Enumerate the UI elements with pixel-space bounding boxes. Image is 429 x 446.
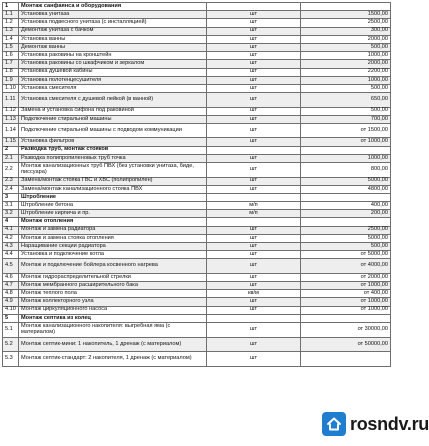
unit-of-measure: шт (207, 337, 301, 352)
table-row (3, 234, 391, 242)
unit-of-measure: шт (207, 282, 301, 290)
unit-of-measure: шт (207, 185, 301, 193)
service-name: Монтаж септик-мини: 1 накопитель, 1 дренаж (с материалом) (19, 337, 207, 352)
table-row (3, 202, 391, 210)
unit-of-measure: шт (207, 234, 301, 242)
price-value: от 50000,00 (301, 337, 391, 352)
price-value: 500,00 (301, 243, 391, 251)
price-value: 300,00 (301, 27, 391, 35)
table-row (3, 123, 391, 138)
table-row (3, 243, 391, 251)
row-number: 4.4 (3, 251, 19, 259)
price-value: 2500,00 (301, 19, 391, 27)
service-name: Установка ванны (19, 35, 207, 43)
service-name: Монтаж и подключение бойлера косвенного нагрева (19, 259, 207, 274)
price-list-body (3, 3, 391, 367)
unit-of-measure: шт (207, 11, 301, 19)
table-row (3, 163, 391, 178)
service-name: Установка подвесного унитаза (с инсталляцией) (19, 19, 207, 27)
row-number: 1.10 (3, 84, 19, 92)
price-value: 1000,00 (301, 154, 391, 162)
price-value: 5000,00 (301, 177, 391, 185)
row-number: 4.8 (3, 290, 19, 298)
unit-of-measure: шт (207, 273, 301, 281)
unit-of-measure: шт (207, 251, 301, 259)
unit-of-measure (207, 146, 301, 154)
unit-of-measure: шт (207, 306, 301, 314)
service-name: Наращивание секции радиатора (19, 243, 207, 251)
row-number: 5.2 (3, 337, 19, 352)
service-name: Установка полотенцесушителя (19, 76, 207, 84)
unit-of-measure: шт (207, 68, 301, 76)
table-row (3, 352, 391, 367)
row-number: 2 (3, 146, 19, 154)
row-number: 4.9 (3, 298, 19, 306)
table-row (3, 177, 391, 185)
table-row (3, 35, 391, 43)
unit-of-measure: кв/м (207, 290, 301, 298)
service-name: Монтаж циркуляционного насоса (19, 306, 207, 314)
price-value: 1000,00 (301, 76, 391, 84)
service-name: Монтаж канализационных труб ПВХ (без установки унитаза, биде, писсуара) (19, 163, 207, 178)
table-row (3, 107, 391, 115)
unit-of-measure (207, 314, 301, 322)
price-value: от 1000,00 (301, 298, 391, 306)
price-value: от 4000,00 (301, 259, 391, 274)
service-name: Установка раковины со шкафчиком и зеркалом (19, 60, 207, 68)
unit-of-measure: шт (207, 84, 301, 92)
unit-of-measure (207, 218, 301, 226)
section-header-row (3, 193, 391, 201)
row-number: 5 (3, 314, 19, 322)
service-name: Штробление бетона (19, 202, 207, 210)
section-header-row (3, 218, 391, 226)
unit-of-measure: м/п (207, 202, 301, 210)
price-value: от 1000,00 (301, 138, 391, 146)
row-number: 1.3 (3, 27, 19, 35)
table-row (3, 27, 391, 35)
table-row (3, 138, 391, 146)
price-value: 800,00 (301, 163, 391, 178)
row-number: 2.2 (3, 163, 19, 178)
service-name: Установка раковины на кронштейн (19, 52, 207, 60)
row-number: 1.13 (3, 115, 19, 123)
service-name: Монтаж коллекторного узла (19, 298, 207, 306)
unit-of-measure: шт (207, 115, 301, 123)
row-number: 3.1 (3, 202, 19, 210)
price-value (301, 193, 391, 201)
service-name: Установка смесителя (19, 84, 207, 92)
price-value: 5000,00 (301, 234, 391, 242)
table-row (3, 84, 391, 92)
service-name: Подключение стиральной машины с подводом коммуникации (19, 123, 207, 138)
price-value: 4800,00 (301, 185, 391, 193)
service-name: Разводка полипропиленовых труб точка (19, 154, 207, 162)
table-row (3, 282, 391, 290)
row-number: 1.1 (3, 11, 19, 19)
table-row (3, 323, 391, 338)
table-row (3, 93, 391, 108)
unit-of-measure: шт (207, 323, 301, 338)
row-number: 2.4 (3, 185, 19, 193)
section-header-row (3, 146, 391, 154)
table-row (3, 226, 391, 234)
unit-of-measure: шт (207, 52, 301, 60)
service-name: Монтаж и замена радиатора (19, 226, 207, 234)
row-number: 5.1 (3, 323, 19, 338)
service-name: Монтаж мембранного расширительного бака (19, 282, 207, 290)
price-list-table (2, 2, 391, 367)
table-row (3, 115, 391, 123)
price-value: от 1000,00 (301, 306, 391, 314)
table-row (3, 68, 391, 76)
service-name: Установка смесителя с душевой лейкой (в ванной) (19, 93, 207, 108)
unit-of-measure (207, 193, 301, 201)
price-value: 1500,00 (301, 11, 391, 19)
row-number: 4.10 (3, 306, 19, 314)
service-name: Демонтаж ванны (19, 43, 207, 51)
price-value: 2500,00 (301, 226, 391, 234)
service-name: Монтаж септика из колец (19, 314, 207, 322)
price-value: 650,00 (301, 93, 391, 108)
price-value: от 400,00 (301, 290, 391, 298)
service-name: Установка фильтров (19, 138, 207, 146)
service-name: Штробление (19, 193, 207, 201)
service-name: Установка душевой кабины (19, 68, 207, 76)
service-name: Монтаж санфаянса и оборудования (19, 3, 207, 11)
row-number: 1.5 (3, 43, 19, 51)
price-value: от 1000,00 (301, 282, 391, 290)
row-number: 1.4 (3, 35, 19, 43)
row-number: 1.12 (3, 107, 19, 115)
unit-of-measure: шт (207, 27, 301, 35)
price-value (301, 352, 391, 367)
table-row (3, 337, 391, 352)
unit-of-measure: шт (207, 177, 301, 185)
price-value: 500,00 (301, 107, 391, 115)
unit-of-measure (207, 3, 301, 11)
service-name: Установка и подключение котла (19, 251, 207, 259)
row-number: 4.3 (3, 243, 19, 251)
house-icon (322, 412, 346, 436)
unit-of-measure: шт (207, 76, 301, 84)
table-row (3, 154, 391, 162)
unit-of-measure: шт (207, 163, 301, 178)
unit-of-measure: шт (207, 154, 301, 162)
row-number: 1.15 (3, 138, 19, 146)
row-number: 4.2 (3, 234, 19, 242)
table-row (3, 210, 391, 218)
section-header-row (3, 314, 391, 322)
service-name: Штробление кирпича и пр. (19, 210, 207, 218)
table-row (3, 306, 391, 314)
service-name: Монтаж канализационного накопителя: выгребная яма (с материалом) (19, 323, 207, 338)
service-name: Монтаж гидрораспределительной стрелки (19, 273, 207, 281)
price-value (301, 3, 391, 11)
table-row (3, 298, 391, 306)
site-watermark (322, 412, 429, 436)
row-number: 4.7 (3, 282, 19, 290)
price-value: 500,00 (301, 84, 391, 92)
row-number: 4.1 (3, 226, 19, 234)
price-value (301, 314, 391, 322)
row-number: 1.14 (3, 123, 19, 138)
row-number: 1 (3, 3, 19, 11)
price-value: 2000,00 (301, 35, 391, 43)
unit-of-measure: шт (207, 19, 301, 27)
price-value (301, 146, 391, 154)
service-name: Замена и установка сифона под раковиной (19, 107, 207, 115)
unit-of-measure: шт (207, 226, 301, 234)
table-row (3, 52, 391, 60)
price-value: от 5000,00 (301, 251, 391, 259)
table-row (3, 273, 391, 281)
price-value: 400,00 (301, 202, 391, 210)
row-number: 2.3 (3, 177, 19, 185)
row-number: 3.2 (3, 210, 19, 218)
row-number: 1.11 (3, 93, 19, 108)
row-number: 1.8 (3, 68, 19, 76)
unit-of-measure: шт (207, 138, 301, 146)
table-row (3, 60, 391, 68)
service-name: Замена/монтаж канализационного стояка ПВХ (19, 185, 207, 193)
unit-of-measure: м/п (207, 210, 301, 218)
table-row (3, 19, 391, 27)
service-name: Разводка труб, монтаж стояков (19, 146, 207, 154)
service-name: Монтаж септик-стандарт: 2 накопителя, 1 дренаж (с материалом) (19, 352, 207, 367)
row-number: 1.9 (3, 76, 19, 84)
service-name: Установка унитаза (19, 11, 207, 19)
unit-of-measure: шт (207, 60, 301, 68)
table-row (3, 76, 391, 84)
service-name: Монтаж отопления (19, 218, 207, 226)
unit-of-measure: шт (207, 43, 301, 51)
unit-of-measure: шт (207, 259, 301, 274)
unit-of-measure: шт (207, 298, 301, 306)
price-value: от 1500,00 (301, 123, 391, 138)
watermark-text: rosndv.ru (350, 413, 429, 434)
price-value: 1000,00 (301, 52, 391, 60)
row-number: 4.6 (3, 273, 19, 281)
price-value: 200,00 (301, 210, 391, 218)
table-row (3, 259, 391, 274)
section-header-row (3, 3, 391, 11)
unit-of-measure: шт (207, 35, 301, 43)
service-name: Монтаж теплого пола (19, 290, 207, 298)
row-number: 1.2 (3, 19, 19, 27)
table-row (3, 290, 391, 298)
service-name: Замена/монтаж стояка ГВС и ХВС (полипропилен) (19, 177, 207, 185)
table-row (3, 43, 391, 51)
row-number: 3 (3, 193, 19, 201)
price-value: от 2000,00 (301, 273, 391, 281)
unit-of-measure: шт (207, 93, 301, 108)
table-row (3, 185, 391, 193)
unit-of-measure: шт (207, 352, 301, 367)
service-name: Демонтаж унитаза с бачком (19, 27, 207, 35)
row-number: 1.7 (3, 60, 19, 68)
row-number: 4.5 (3, 259, 19, 274)
price-value: 500,00 (301, 43, 391, 51)
unit-of-measure: шт (207, 107, 301, 115)
price-value: от 30000,00 (301, 323, 391, 338)
row-number: 2.1 (3, 154, 19, 162)
price-value (301, 218, 391, 226)
row-number: 1.6 (3, 52, 19, 60)
table-row (3, 251, 391, 259)
unit-of-measure: шт (207, 123, 301, 138)
price-value: 700,00 (301, 115, 391, 123)
service-name: Монтаж и замена стояка отопления (19, 234, 207, 242)
row-number: 4 (3, 218, 19, 226)
table-row (3, 11, 391, 19)
unit-of-measure: шт (207, 243, 301, 251)
row-number: 5.3 (3, 352, 19, 367)
price-value: 2200,00 (301, 68, 391, 76)
price-value: 2000,00 (301, 60, 391, 68)
service-name: Подключение стиральной машины (19, 115, 207, 123)
